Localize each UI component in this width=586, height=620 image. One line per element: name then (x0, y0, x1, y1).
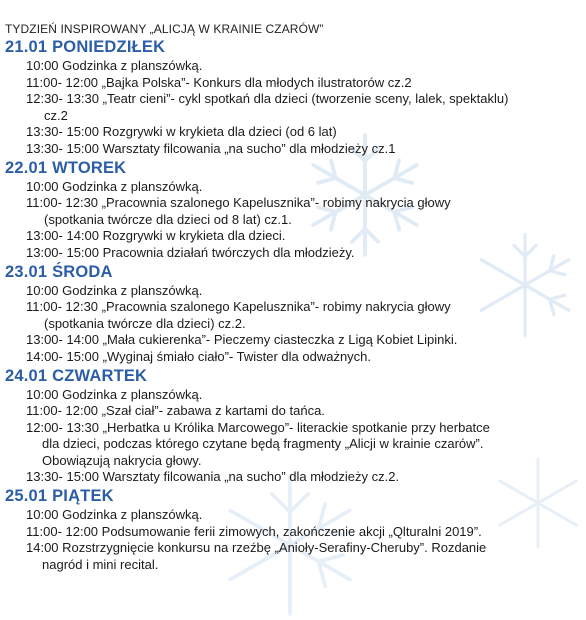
item-text: 11:00- 12:30 „Pracownia szalonego Kapelusznika”- robimy nakrycia głowy (26, 195, 451, 211)
list-item (5, 540, 586, 573)
page-title: TYDZIEŃ INSPIROWANY „ALICJĄ W KRAINIE CZARÓW” (5, 22, 324, 36)
item-text-continued: (spotkania twórcze dla dzieci) cz.2. (44, 315, 246, 331)
item-text: 10:00 Godzinka z planszówką. (26, 282, 203, 298)
list-item (5, 469, 586, 486)
item-text: 13:00- 14:00 Rozgrywki w krykieta dla dzieci. (26, 228, 286, 244)
item-text: 13:30- 15:00 Warsztaty filcowania „na sucho” dla młodzieży cz.2. (26, 469, 400, 485)
item-text: 11:00- 12:00 Podsumowanie ferii zimowych, zakończenie akcji „Qlturalni 2019”. (26, 523, 482, 539)
list-item (5, 349, 586, 366)
item-text: 13:00- 14:00 „Mała cukierenka”- Pieczemy ciasteczka z Ligą Kobiet Lipinki. (26, 332, 458, 348)
item-text: 13:00- 15:00 Pracownia działań twórczych dla młodzieży. (26, 244, 355, 260)
list-item (5, 524, 586, 541)
list-item (5, 124, 586, 141)
item-text: 10:00 Godzinka z planszówką. (26, 178, 203, 194)
item-text: 14:00- 15:00 „Wyginaj śmiało ciało”- Twister dla odważnych. (26, 348, 372, 364)
list-item (5, 332, 586, 349)
day-heading: 21.01 PONIEDZIŁEK (5, 38, 166, 56)
item-text-continued: dla dzieci, podczas którego czytane będą fragmenty „Alicji w krainie czarów”. (42, 436, 484, 452)
list-item (5, 75, 586, 92)
list-item (5, 507, 586, 524)
list-item (5, 58, 586, 75)
item-text: 13:30- 15:00 Warsztaty filcowania „na sucho” dla młodzieży cz.1 (26, 140, 396, 156)
item-text: 13:30- 15:00 Rozgrywki w krykieta dla dzieci (od 6 lat) (26, 124, 337, 140)
item-text: 11:00- 12:00 „Bajka Polska”- Konkurs dla młodych ilustratorów cz.2 (26, 74, 412, 90)
schedule (5, 0, 586, 573)
item-text-continued: cz.2 (44, 107, 68, 123)
item-text: 11:00- 12:00 „Szał ciał”- zabawa z kartami do tańca. (26, 403, 325, 419)
list-item (5, 228, 586, 245)
list-item (5, 403, 586, 420)
list-item (5, 91, 586, 124)
day-heading: 25.01 PIĄTEK (5, 487, 114, 506)
day-heading: 24.01 CZWARTEK (5, 366, 148, 385)
item-text: 12:00- 13:30 „Herbatka u Królika Marcowego”- literackie spotkanie przy herbatce (26, 419, 490, 435)
item-text-continued: (spotkania twórcze dla dzieci od 8 lat) cz.1. (44, 211, 292, 227)
list-item (5, 387, 586, 404)
item-text: 10:00 Godzinka z planszówką. (26, 58, 203, 73)
item-text: 10:00 Godzinka z planszówką. (26, 386, 203, 402)
list-item (5, 195, 586, 228)
day-heading: 23.01 ŚRODA (5, 262, 113, 281)
item-text: 14:00 Rozstrzygnięcie konkursu na rzeźbę „Anioły-Serafiny-Cheruby”. Rozdanie (26, 540, 487, 556)
day-heading: 22.01 WTOREK (5, 158, 127, 177)
item-text-continued: Obowiązują nakrycia głowy. (42, 452, 202, 468)
item-text: 10:00 Godzinka z planszówką. (26, 507, 203, 523)
list-item (5, 245, 586, 262)
list-item (5, 141, 586, 158)
list-item (5, 420, 586, 470)
item-text: 12:30- 13:30 „Teatr cieni”- cykl spotkań dla dzieci (tworzenie sceny, lalek, spektaklu) (26, 91, 509, 107)
item-text: 11:00- 12:30 „Pracownia szalonego Kapelusznika”- robimy nakrycia głowy (26, 299, 451, 315)
item-text-continued: nagród i mini recital. (42, 556, 159, 572)
list-item (5, 299, 586, 332)
list-item (5, 283, 586, 300)
list-item (5, 179, 586, 196)
